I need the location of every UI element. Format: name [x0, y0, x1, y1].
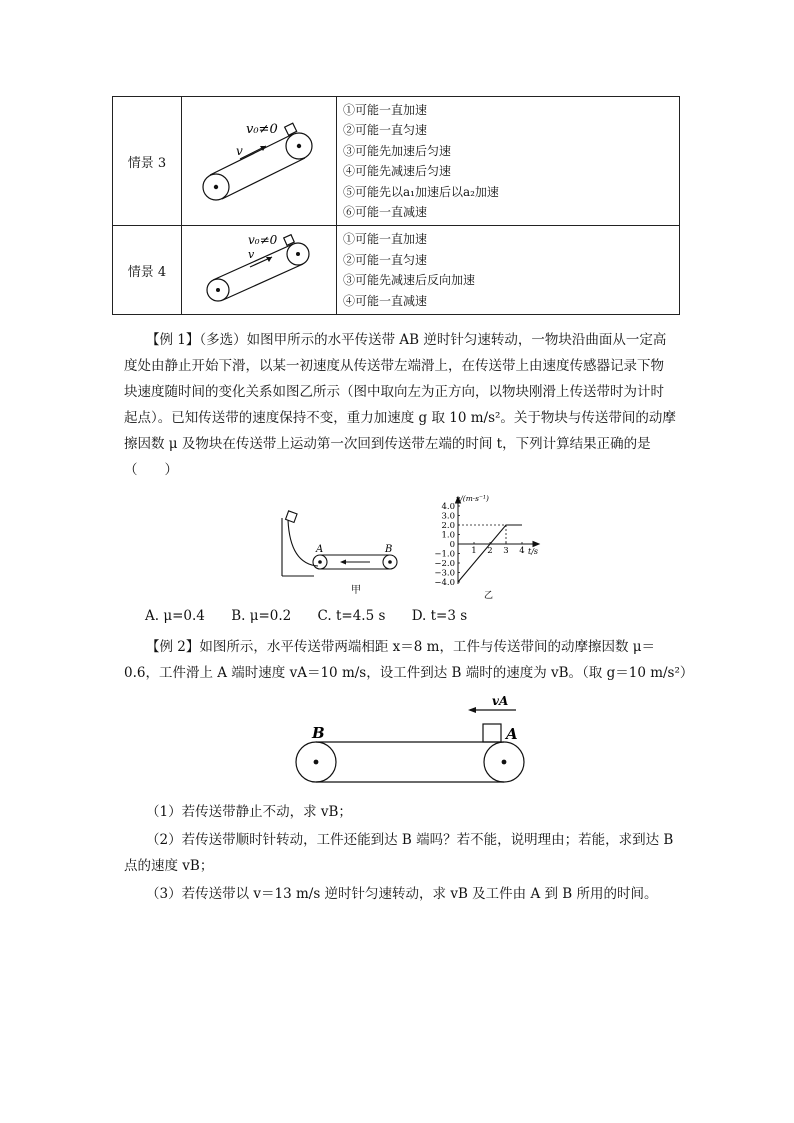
y-tick-label: −2.0 [434, 559, 455, 569]
v0-label: v₀≠0 [248, 233, 278, 247]
situation-label: 情景 4 [113, 226, 182, 315]
table-row [113, 226, 680, 315]
choice-c[interactable]: C. t=4.5 s [317, 608, 386, 624]
text-line: 擦因数 μ 及物块在传送带上运动第一次回到传送带左端的时间 t，下列计算结果正确的是 [124, 436, 651, 452]
question-1: （1）若传送带静止不动，求 vB； [146, 804, 352, 820]
situation-label: 情景 3 [113, 97, 182, 226]
x-tick-label: 2 [487, 546, 493, 556]
answer-choices [145, 608, 489, 624]
option-item: ⑤可能先以a₁加速后以a₂加速 [343, 184, 499, 199]
y-tick-label: −4.0 [434, 578, 455, 588]
text-line: 度处由静止开始下滑，以某一初速度从传送带左端滑上，在传送带上由速度传感器记录下物 [124, 358, 664, 374]
option-item: ②可能一直匀速 [343, 123, 428, 137]
block [286, 511, 298, 523]
y-tick-label: −3.0 [434, 568, 455, 579]
incline-belt-diagram [182, 97, 336, 221]
option-item: ④可能一直减速 [343, 293, 428, 308]
choice-b[interactable]: B. μ=0.2 [231, 608, 292, 624]
option-item: ②可能一直匀速 [343, 252, 428, 267]
option-item: ⑥可能一直减速 [343, 205, 428, 219]
question-3: （3）若传送带以 v＝13 m/s 逆时针匀速转动，求 vB 及工件由 A 到 B 所用的时间。 [146, 886, 658, 902]
incline-belt-figure [182, 97, 337, 226]
situation-table [112, 96, 680, 315]
example2-text [124, 634, 694, 686]
horizontal-belt-figure [290, 690, 530, 786]
text-line: （ ） [124, 462, 178, 478]
workpiece-block [483, 724, 501, 742]
y-tick-label: 2.0 [441, 521, 455, 531]
v-label: v [236, 144, 243, 158]
label-a: A [506, 725, 518, 743]
incline-belt-figure [182, 226, 337, 315]
incline-belt-diagram [182, 226, 336, 310]
text-line: 起点）。已知传送带的速度保持不变，重力加速度 g 取 10 m/s²。关于物块与传送带间的动摩 [124, 410, 676, 426]
y-tick-label: 3.0 [441, 511, 455, 522]
vt-graph [424, 492, 548, 602]
text-line: 【例 1】（多选）如图甲所示的水平传送带 AB 逆时针匀速转动，一物块沿曲面从一定高 [146, 332, 667, 348]
choice-a[interactable]: A. μ=0.4 [145, 608, 205, 624]
point-b-label: B [385, 544, 393, 555]
x-axis-arrow [533, 542, 539, 547]
x-tick-label: 4 [519, 546, 525, 556]
example1-text [124, 327, 676, 483]
option-item: ③可能先加速后匀速 [343, 143, 452, 158]
point-a-label: A [316, 544, 324, 555]
x-tick-label: 1 [471, 546, 477, 556]
options-cell [337, 97, 680, 226]
y-axis-label: v/(m·s⁻¹) [456, 494, 489, 503]
figure-caption: 甲 [351, 585, 361, 596]
y-tick-label: 0 [449, 540, 455, 550]
x-axis-label: t/s [528, 547, 539, 556]
figure-jia [278, 508, 408, 600]
question-2-line1: （2）若传送带顺时针转动，工件还能到达 B 端吗？若不能，说明理由；若能，求到达 B [146, 832, 674, 848]
label-b: B [312, 724, 325, 742]
table-row [113, 97, 680, 226]
y-tick-label: −1.0 [434, 549, 455, 560]
x-tick-label: 3 [503, 546, 509, 556]
choice-d[interactable]: D. t=3 s [411, 608, 468, 624]
v0-label: v₀≠0 [246, 122, 278, 137]
option-item: ①可能一直加速 [343, 232, 428, 246]
text-line: 块速度随时间的变化关系如图乙所示（图中取向左为正方向，以物块刚滑上传送带时为计时 [124, 384, 664, 400]
option-item: ③可能先减速后反向加速 [343, 273, 476, 287]
options-cell [337, 226, 680, 315]
option-item: ④可能先减速后匀速 [343, 164, 452, 178]
figure-caption: 乙 [484, 591, 494, 601]
y-tick-label: 1.0 [441, 530, 455, 541]
label-va: vA [492, 694, 509, 708]
text-line: 0.6，工件滑上 A 端时速度 vA＝10 m/s，设工件到达 B 端时的速度为 vB。（取 g＝10 m/s²） [124, 665, 694, 681]
v-label: v [248, 248, 255, 261]
y-tick-label: 4.0 [441, 502, 455, 512]
question-2-line2: 点的速度 vB； [124, 858, 214, 874]
option-item: ①可能一直加速 [343, 102, 428, 117]
text-line: 【例 2】如图所示，水平传送带两端相距 x＝8 m，工件与传送带间的动摩擦因数 μ＝ [146, 639, 656, 655]
